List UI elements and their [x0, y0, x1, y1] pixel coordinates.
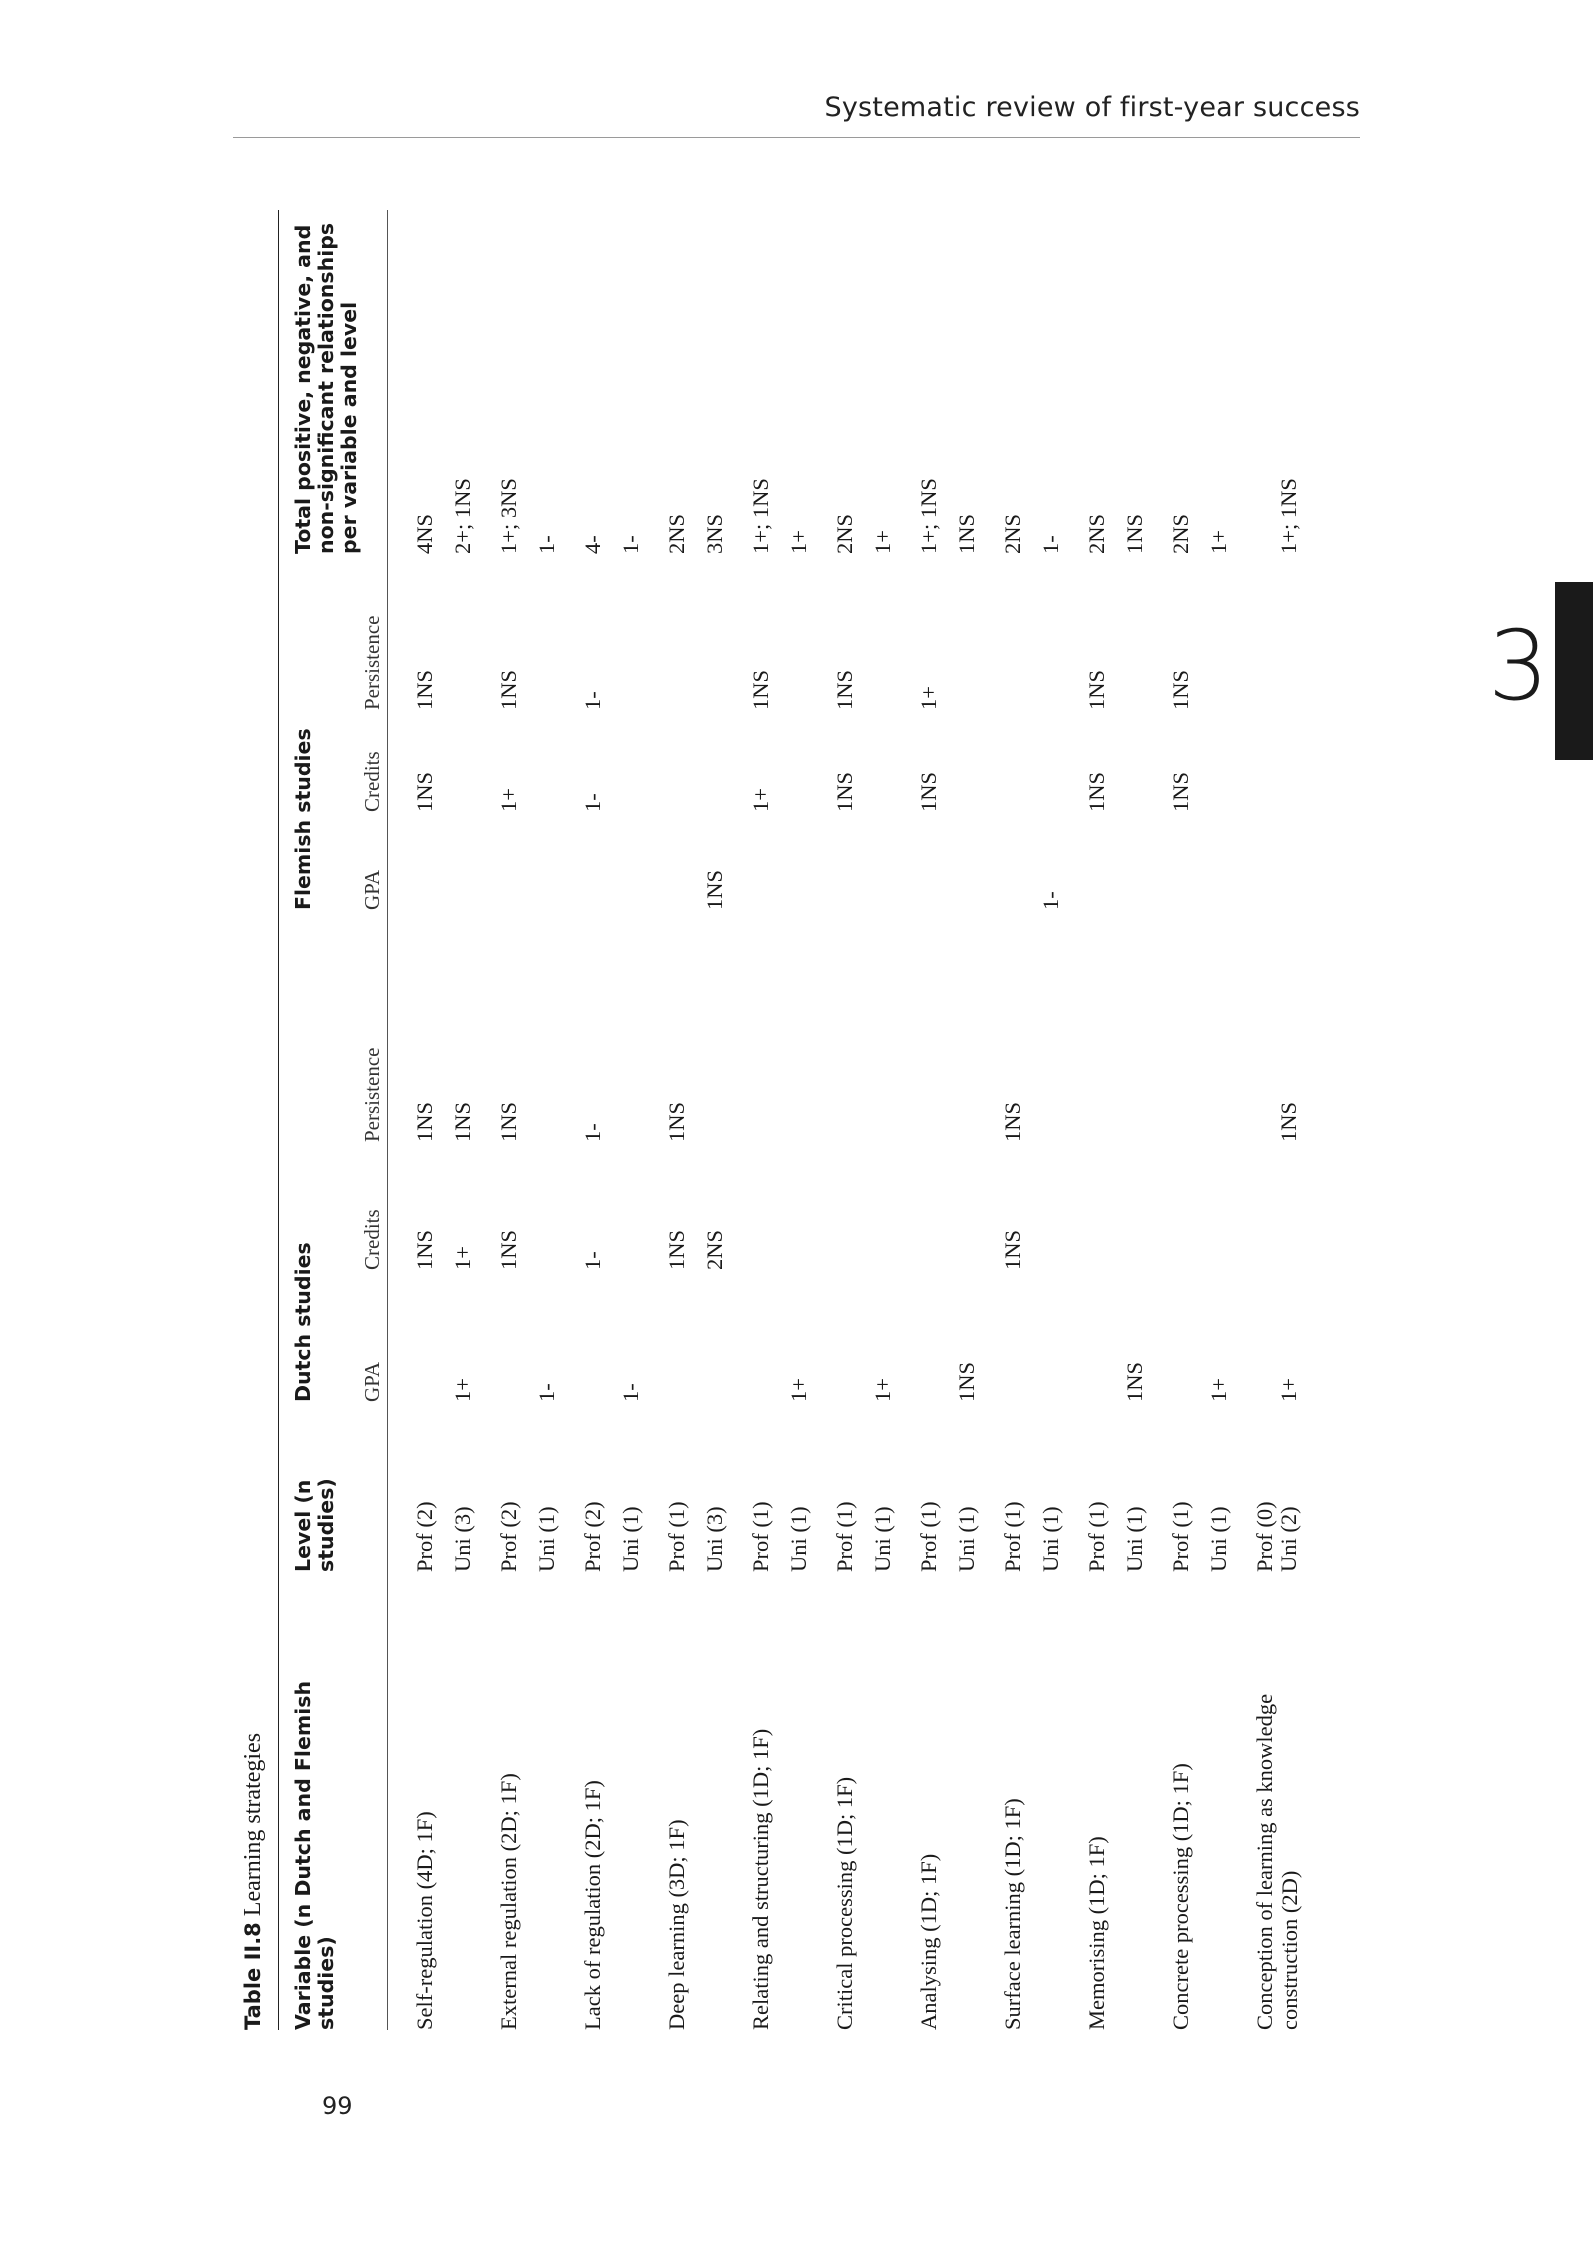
table-caption [240, 1733, 267, 2030]
cell-variable: Self-regulation (4D; 1F) [412, 1811, 437, 2030]
cell-d-credits: 1+ [450, 1246, 475, 1270]
cell-f-credits: 1NS [916, 771, 941, 812]
header-total: Total positive, negative, and non-significant relationships per variable and level [291, 222, 361, 554]
cell-level: Uni (1) [786, 1506, 811, 1572]
cell-d-persistence: 1NS [1276, 1101, 1301, 1142]
cell-level: Uni (3) [702, 1506, 727, 1572]
cell-d-credits: 1NS [412, 1229, 437, 1270]
cell-f-credits: 1+ [496, 788, 521, 812]
cell-f-credits: 1+ [748, 788, 773, 812]
cell-level: Prof (1) [1084, 1501, 1109, 1572]
cell-level: Uni (1) [870, 1506, 895, 1572]
cell-d-gpa: 1- [618, 1383, 643, 1402]
cell-total: 1+ [1206, 530, 1231, 554]
cell-f-gpa: 1- [1038, 891, 1063, 910]
cell-total: 2+; 1NS [450, 478, 475, 554]
cell-level: Uni (1) [1122, 1506, 1147, 1572]
header-variable: Variable (n Dutch and Flemish studies) [291, 1680, 338, 2030]
cell-f-persistence: 1NS [496, 669, 521, 710]
cell-total: 1+; 1NS [916, 478, 941, 554]
cell-d-gpa: 1+ [1276, 1378, 1301, 1402]
cell-variable: Memorising (1D; 1F) [1084, 1836, 1109, 2030]
cell-level: Uni (1) [954, 1506, 979, 1572]
header-level: Level (n studies) [291, 1478, 338, 1572]
cell-d-gpa: 1NS [954, 1361, 979, 1402]
cell-total: 2NS [1084, 513, 1109, 554]
cell-variable: Critical processing (1D; 1F) [832, 1776, 857, 2030]
cell-total: 1+; 3NS [496, 478, 521, 554]
caption-rule [278, 210, 279, 2030]
cell-total: 1+; 1NS [1276, 478, 1301, 554]
cell-total: 1+ [786, 530, 811, 554]
cell-level: Prof (2) [580, 1501, 605, 1572]
subheader-dutch-persistence: Persistence [360, 1047, 384, 1142]
cell-d-credits: 1NS [664, 1229, 689, 1270]
cell-total: 1NS [1122, 513, 1147, 554]
cell-level: Prof (2) [412, 1501, 437, 1572]
header-rule [233, 137, 1360, 138]
header-flemish-studies: Flemish studies [291, 728, 315, 910]
cell-total: 4- [580, 535, 605, 554]
cell-d-gpa: 1+ [450, 1378, 475, 1402]
cell-f-credits: 1NS [832, 771, 857, 812]
cell-f-persistence: 1NS [1168, 669, 1193, 710]
cell-total: 1+ [870, 530, 895, 554]
cell-variable: Deep learning (3D; 1F) [664, 1819, 689, 2030]
cell-f-credits: 1- [580, 793, 605, 812]
cell-level: Uni (1) [1206, 1506, 1231, 1572]
cell-d-persistence: 1NS [496, 1101, 521, 1142]
cell-d-persistence: 1NS [1000, 1101, 1025, 1142]
cell-d-gpa: 1NS [1122, 1361, 1147, 1402]
cell-d-persistence: 1- [580, 1123, 605, 1142]
cell-d-persistence: 1NS [450, 1101, 475, 1142]
rotated-table [240, 210, 1370, 2030]
cell-d-gpa: 1+ [1206, 1378, 1231, 1402]
cell-f-credits: 1NS [412, 771, 437, 812]
cell-level: Prof (1) [664, 1501, 689, 1572]
subheader-dutch-gpa: GPA [360, 1361, 384, 1402]
cell-f-persistence: 1NS [748, 669, 773, 710]
cell-total: 1- [534, 535, 559, 554]
cell-d-persistence: 1NS [664, 1101, 689, 1142]
cell-level: Prof (1) [832, 1501, 857, 1572]
header-dutch-studies: Dutch studies [291, 1242, 315, 1402]
cell-d-credits: 1NS [1000, 1229, 1025, 1270]
cell-total: 4NS [412, 513, 437, 554]
subheader-flemish-credits: Credits [360, 751, 384, 812]
subheader-flemish-persistence: Persistence [360, 615, 384, 710]
cell-d-gpa: 1+ [786, 1378, 811, 1402]
cell-variable: Surface learning (1D; 1F) [1000, 1798, 1025, 2030]
cell-level: Uni (2) [1276, 1506, 1301, 1572]
cell-level: Prof (2) [496, 1501, 521, 1572]
page-number: 99 [322, 2092, 353, 2120]
cell-f-persistence: 1NS [832, 669, 857, 710]
subheader-flemish-gpa: GPA [360, 869, 384, 910]
cell-total: 2NS [664, 513, 689, 554]
cell-variable: Relating and structuring (1D; 1F) [748, 1728, 773, 2030]
cell-variable: External regulation (2D; 1F) [496, 1773, 521, 2030]
cell-level: Uni (3) [450, 1506, 475, 1572]
cell-d-credits: 1NS [496, 1229, 521, 1270]
chapter-number: 3 [1487, 610, 1549, 722]
cell-level: Prof (1) [916, 1501, 941, 1572]
cell-level: Prof (1) [1168, 1501, 1193, 1572]
cell-level: Prof (1) [748, 1501, 773, 1572]
cell-level: Prof (1) [1000, 1501, 1025, 1572]
cell-f-persistence: 1- [580, 691, 605, 710]
cell-total: 3NS [702, 513, 727, 554]
cell-d-credits: 2NS [702, 1229, 727, 1270]
cell-d-gpa: 1+ [870, 1378, 895, 1402]
cell-variable: Concrete processing (1D; 1F) [1168, 1763, 1193, 2030]
cell-level: Uni (1) [1038, 1506, 1063, 1572]
cell-f-credits: 1NS [1084, 771, 1109, 812]
cell-total: 2NS [1000, 513, 1025, 554]
cell-level: Uni (1) [534, 1506, 559, 1572]
cell-f-persistence: 1NS [1084, 669, 1109, 710]
cell-level: Uni (1) [618, 1506, 643, 1572]
cell-variable: Conception of learning as knowledge construction (2D) [1252, 1693, 1302, 2030]
cell-f-persistence: 1+ [916, 686, 941, 710]
running-head: Systematic review of first-year success [824, 92, 1360, 123]
cell-f-persistence: 1NS [412, 669, 437, 710]
cell-d-gpa: 1- [534, 1383, 559, 1402]
cell-d-persistence: 1NS [412, 1101, 437, 1142]
cell-level: Prof (0) [1252, 1501, 1277, 1572]
cell-variable: Analysing (1D; 1F) [916, 1853, 941, 2030]
cell-f-gpa: 1NS [702, 869, 727, 910]
cell-variable: Lack of regulation (2D; 1F) [580, 1780, 605, 2030]
table-caption-title: Learning strategies [240, 1732, 266, 1917]
table-caption-label: Table II.8 [241, 1922, 265, 2030]
subheader-dutch-credits: Credits [360, 1209, 384, 1270]
cell-d-credits: 1- [580, 1251, 605, 1270]
cell-f-credits: 1NS [1168, 771, 1193, 812]
chapter-tab [1555, 582, 1593, 760]
cell-total: 1+; 1NS [748, 478, 773, 554]
cell-total: 2NS [832, 513, 857, 554]
table-header-rule [387, 210, 388, 2030]
cell-total: 1- [618, 535, 643, 554]
cell-total: 2NS [1168, 513, 1193, 554]
cell-total: 1NS [954, 513, 979, 554]
cell-total: 1- [1038, 535, 1063, 554]
